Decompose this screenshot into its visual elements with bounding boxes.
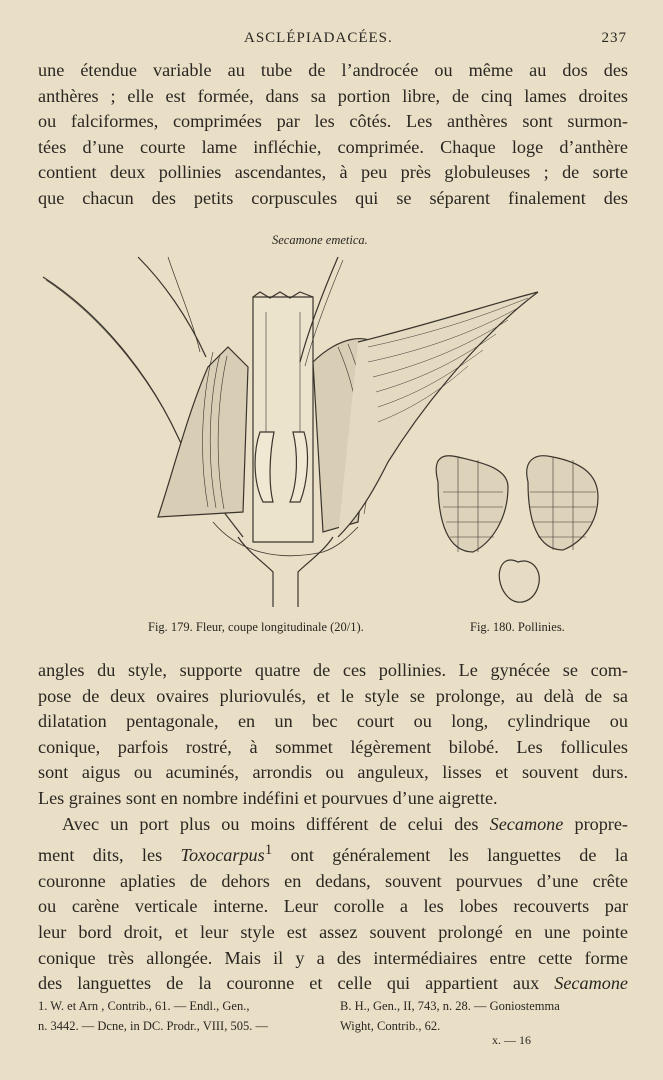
text-line: pose de deux ovaires pluriovulés, et le style se prolonge, au delà de sa xyxy=(38,685,628,706)
text-span: des languettes de la couronne et celle qui appartient aux xyxy=(38,973,555,994)
running-title: ASCLÉPIADACÉES. xyxy=(244,30,393,46)
caption-179-end: ). xyxy=(356,620,364,634)
text-line: conique très allongée. Mais il y a des intermédiaires entre cette forme xyxy=(38,947,628,968)
genus-name: Secamone xyxy=(489,813,564,834)
pollinia-drawing xyxy=(436,456,598,602)
page-header xyxy=(0,30,663,52)
text-line: une étendue variable au tube de l’androcée ou même au dos des xyxy=(38,60,628,80)
text-span: propre- xyxy=(563,813,628,834)
footnote-line xyxy=(38,996,628,1016)
text-line: ou carène verticale interne. Leur corolle a les lobes recouverts par xyxy=(38,896,628,917)
text-span: ment dits, les xyxy=(38,845,181,866)
figure-title: Secamone emetica. xyxy=(272,233,368,247)
text-line xyxy=(38,837,628,869)
text-line: anthères ; elle est formée, dans sa portion libre, de cinq lames droites xyxy=(38,85,628,106)
footnote-left: n. 3442. — Dcne, in DC. Prodr., VIII, 505. — xyxy=(38,1019,268,1033)
caption-179-text: Fig. 179. Fleur, coupe longitudinale ( xyxy=(148,620,335,634)
text-line: leur bord droit, et leur style est assez souvent prolongé en une pointe xyxy=(38,922,628,942)
text-line: ou falciformes, comprimées par les côtés. Les anthères sont surmon- xyxy=(38,111,628,132)
signature-mark: x. — 16 xyxy=(492,1033,531,1047)
text-line xyxy=(38,971,628,997)
text-line: dilatation pentagonale, en un bec court ou long, cylindrique ou xyxy=(38,711,628,732)
caption-179-scale: 20/1 xyxy=(334,620,357,634)
genus-name: Secamone xyxy=(554,973,628,994)
text-line: couronne aplaties de dehors en dedans, souvent pourvues d’une crête xyxy=(38,870,628,891)
footnote-line xyxy=(38,1016,628,1036)
text-line: contient deux pollinies ascendantes, à peu près globuleuses ; de sorte xyxy=(38,162,628,183)
text-line: angles du style, supporte quatre de ces pollinies. Le gynécée se com- xyxy=(38,660,628,680)
figure-caption-179 xyxy=(148,620,364,635)
text-line: que chacun des petits corpuscules qui se séparent finalement des xyxy=(38,187,628,208)
text-line: conique, parfois rostré, à sommet légèrement bilobé. Les follicules xyxy=(38,736,628,757)
footnote-right: B. H., Gen., II, 743, n. 28. — Goniostemma xyxy=(340,999,560,1013)
text-line: tées d’une courte lame infléchie, comprimée. Chaque loge d’anthère xyxy=(38,136,628,157)
body-text-bottom xyxy=(38,658,628,997)
footnote-ref: 1 xyxy=(264,841,273,859)
text-span: ont généralement les languettes de la xyxy=(272,845,628,866)
page-number: 237 xyxy=(601,30,627,46)
figure-caption-180: Fig. 180. Pollinies. xyxy=(470,620,565,634)
text-span: Avec un port plus ou moins différent de celui des xyxy=(62,813,490,834)
text-line xyxy=(38,812,628,838)
genus-name: Toxocarpus xyxy=(180,845,265,866)
footnote-left: 1. W. et Arn , Contrib., 61. — Endl., Gen., xyxy=(38,999,250,1013)
text-line: sont aigus ou acuminés, arrondis ou anguleux, lisses et souvent durs. xyxy=(38,762,628,783)
body-text-top xyxy=(38,58,628,212)
text-line: Les graines sont en nombre indéfini et pourvues d’une aigrette. xyxy=(38,787,498,808)
flower-section-drawing xyxy=(43,257,538,607)
footnote-right: Wight, Contrib., 62. xyxy=(340,1019,441,1033)
botanical-illustration xyxy=(38,252,628,617)
footnotes xyxy=(38,996,628,1036)
